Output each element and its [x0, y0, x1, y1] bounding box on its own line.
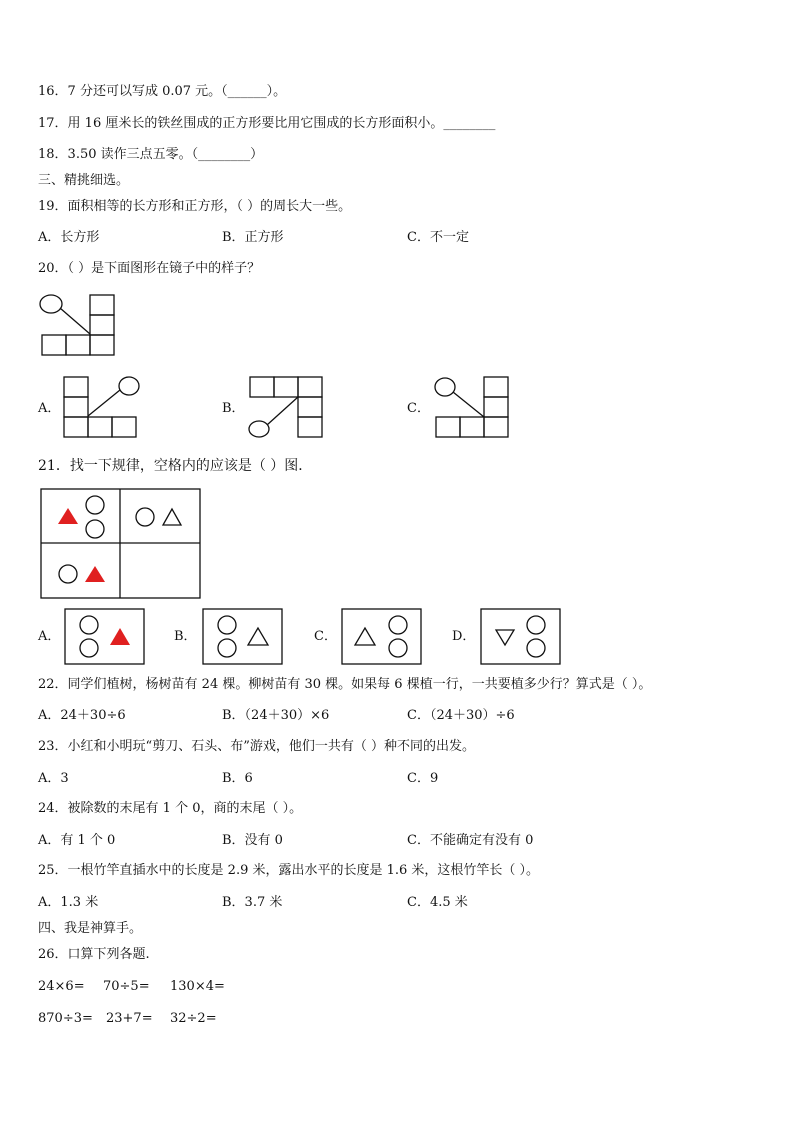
q22-option-c: C．（24＋30）÷6 — [407, 708, 515, 723]
question-22: 22．同学们植树，杨树苗有 24 棵。柳树苗有 30 棵。如果每 6 棵植一行，一共要植多少行？算式是（ ）。 — [38, 677, 652, 692]
calc-item: 70÷5= — [103, 979, 150, 994]
calc-item: 130×4= — [170, 979, 225, 994]
q21-option-b-figure — [202, 608, 284, 666]
q20-original-figure — [38, 292, 120, 358]
q22-option-a: A．24＋30÷6 — [38, 708, 126, 723]
q23-option-a: A．3 — [38, 771, 69, 786]
red-triangle-icon — [85, 566, 105, 582]
question-21: 21．找一下规律，空格内的应该是（ ）图． — [38, 458, 313, 474]
calc-item: 24×6= — [38, 979, 85, 994]
q19-option-c: C．不一定 — [407, 230, 469, 245]
q25-option-c: C．4.5 米 — [407, 895, 468, 910]
calc-item: 23+7= — [106, 1011, 153, 1026]
q21-option-d-figure — [480, 608, 562, 666]
question-25: 25．一根竹竿直插水中的长度是 2.9 米，露出水平的长度是 1.6 米，这根竹竿长（ ）。 — [38, 863, 540, 878]
q21-option-b-label: B． — [174, 629, 197, 644]
q25-option-a: A．1.3 米 — [38, 895, 99, 910]
q24-option-a: A．有 1 个 0 — [38, 833, 116, 848]
q20-option-c-label: C． — [407, 401, 430, 416]
section-4-heading: 四、我是神算手。 — [38, 921, 143, 936]
q25-option-b: B．3.7 米 — [222, 895, 283, 910]
red-triangle-icon — [110, 628, 130, 645]
q20-option-b-figure — [246, 374, 328, 440]
q20-option-b-label: B． — [222, 401, 245, 416]
q21-pattern-grid — [40, 488, 202, 600]
q21-option-c-figure — [341, 608, 423, 666]
q21-option-a-figure — [64, 608, 146, 666]
question-19: 19．面积相等的长方形和正方形，（ ）的周长大一些。 — [38, 199, 352, 214]
q19-option-b: B．正方形 — [222, 230, 284, 245]
q21-option-a-label: A． — [38, 629, 61, 644]
q22-option-b: B．（24＋30）×6 — [222, 708, 330, 723]
section-3-heading: 三、精挑细选。 — [38, 173, 130, 188]
q20-option-c-figure — [430, 374, 514, 440]
q24-option-b: B．没有 0 — [222, 833, 283, 848]
question-23: 23．小红和小明玩“剪刀、石头、布”游戏，他们一共有（ ）种不同的出发。 — [38, 739, 475, 754]
q21-option-c-label: C． — [314, 629, 337, 644]
red-triangle-icon — [58, 508, 78, 524]
q20-option-a-figure — [60, 374, 142, 440]
q20-option-a-label: A． — [38, 401, 61, 416]
q24-option-c: C．不能确定有没有 0 — [407, 833, 534, 848]
question-18: 18．3.50 读作三点五零。（________） — [38, 147, 264, 162]
q21-option-d-label: D． — [452, 629, 476, 644]
question-26: 26．口算下列各题. — [38, 947, 150, 962]
question-20: 20．（ ）是下面图形在镜子中的样子？ — [38, 261, 261, 276]
calc-item: 870÷3= — [38, 1011, 93, 1026]
question-24: 24．被除数的末尾有 1 个 0，商的末尾（ ）。 — [38, 801, 303, 816]
q23-option-b: B．6 — [222, 771, 253, 786]
question-17: 17．用 16 厘米长的铁丝围成的正方形要比用它围成的长方形面积小。________ — [38, 116, 496, 131]
calc-item: 32÷2= — [170, 1011, 217, 1026]
question-16: 16．7 分还可以写成 0.07 元。（______）。 — [38, 84, 287, 99]
q23-option-c: C．9 — [407, 771, 439, 786]
q19-option-a: A．长方形 — [38, 230, 100, 245]
